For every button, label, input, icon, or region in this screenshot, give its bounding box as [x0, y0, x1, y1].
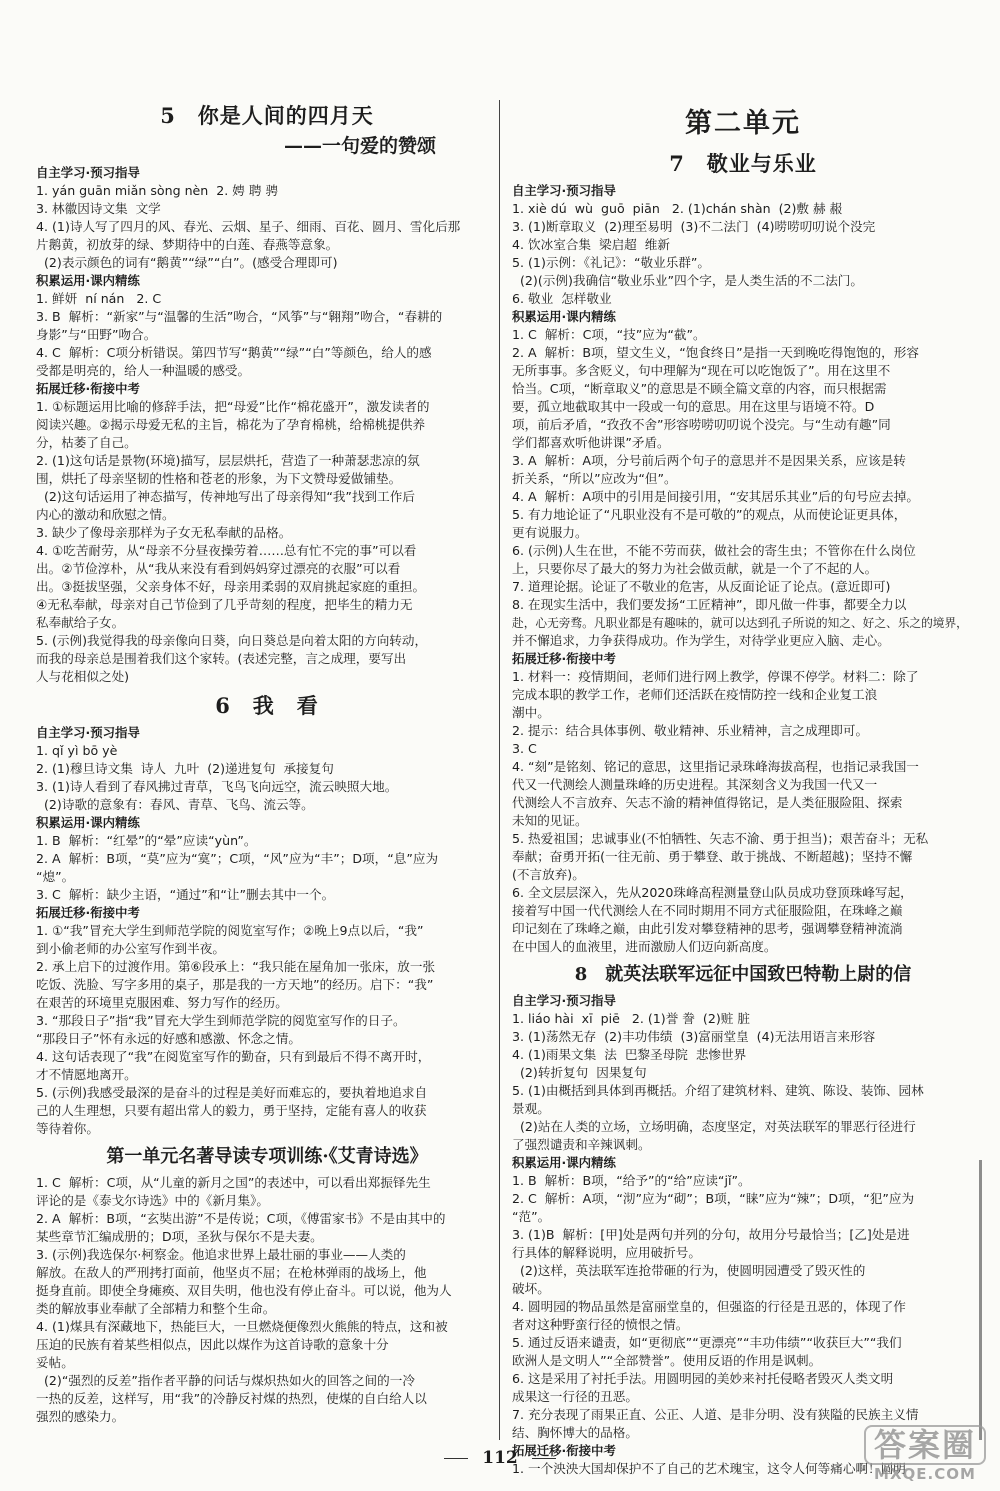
answer-line: 要，孤立地截取其中一段或一句的意思。用在这里与语境不符。D [512, 399, 875, 414]
answer-line: 2. 提示：结合具体事例、敬业精神、乐业精神，言之成理即可。 [512, 723, 869, 738]
answer-line: 2. 承上启下的过渡作用。第⑥段承上：“我只能在屋角加一张床，放一张 [36, 959, 436, 974]
answer-line: “熄”。 [36, 869, 75, 884]
answer-line: 学们都喜欢听他讲课”矛盾。 [512, 435, 670, 450]
answer-line: 4. “刻”是铭刻、铭记的意思，这里指记录珠峰海拔高程，也指记录我国一 [512, 759, 919, 774]
answer-line: 5. (示例)我觉得我的母亲像向日葵，向日葵总是向着太阳的方向转动， [36, 633, 428, 648]
answer-line: 压迫的民族有着某些相似点，因此以煤作为这首诗歌的意象十分 [36, 1337, 389, 1352]
answer-line: 4. 圆明园的物品虽然是富丽堂皇的，但强盗的行径是丑恶的，体现了作 [512, 1299, 906, 1314]
answer-line: 6. 全文层层深入，先从2020珠峰高程测量登山队员成功登顶珠峰写起， [512, 885, 913, 900]
answer-line: ④无私奉献，母亲对自己节俭到了几乎苛刻的程度，把毕生的精力无 [36, 597, 413, 612]
answer-line: (2)诗歌的意象有：春风、青草、飞鸟、流云等。 [36, 797, 314, 812]
answer-line: 3. B 解析：“新家”与“温馨的生活”吻合，“风筝”与“翱翔”吻合，“春耕的 [36, 309, 443, 324]
answer-line: 1. B 解析：“红晕”的“晕”应读“yùn”。 [36, 833, 257, 848]
answer-line: 1. 鲜妍 ní nán 2. C [36, 291, 162, 306]
answer-line: 完成本职的教学工作，老师们还活跃在疫情防控一线和企业复工浪 [512, 687, 878, 702]
answer-line: 受都是明亮的，给人一种温暖的感受。 [36, 363, 251, 378]
answer-line: 5. (1)由概括到具体到再概括。介绍了建筑材料、建筑、陈设、装饰、园林 [512, 1083, 924, 1098]
answer-line: (2)站在人类的立场，立场明确，态度坚定，对英法联军的罪恶行径进行 [512, 1119, 916, 1134]
answer-line: 在艰苦的环境里克服困难、努力写作的经历。 [36, 995, 288, 1010]
answer-line: 片鹅黄，初放芽的绿、梦期待中的白莲、春燕等意象。 [36, 237, 339, 252]
answer-line: 无所事事。多含贬义，句中理解为“现在可以吃饱饭了”。用在这里不 [512, 363, 891, 378]
section-title: 6 我 看 [215, 693, 319, 718]
answer-line: 吃饭、洗脸、写字多用的桌子，那是我的一方天地”的经历。启下：“我” [36, 977, 434, 992]
answer-line: 2. A 解析：B项，望文生义，“饱食终日”是指一天到晚吃得饱饱的，形容 [512, 345, 919, 360]
answer-line: 才不情愿地离开。 [36, 1067, 137, 1082]
answer-line: 而我的母亲总是围着我们这个家转。(表述完整，言之成理，要写出 [36, 651, 407, 666]
answer-line: “那段日子”怀有永远的好感和感激、怀念之情。 [36, 1031, 301, 1046]
subsection-header: 自主学习·预习指导 [512, 993, 616, 1008]
answer-line: 人与花相似之处) [36, 669, 130, 684]
subsection-header: 拓展迁移·衔接中考 [36, 381, 140, 396]
answer-line: 等待着你。 [36, 1121, 99, 1136]
answer-line: “范”。 [512, 1209, 551, 1224]
answer-line: 5. 有力地论证了“凡职业没有不是可敬的”的观点，从而使论证更具体， [512, 507, 907, 522]
answer-line: 成果这一行径的丑恶。 [512, 1389, 638, 1404]
subsection-header: 积累运用·课内精练 [512, 309, 616, 324]
answer-line: 挺身直前。即使全身瘫痪、双目失明，他也没有停止奋斗。可以说，他为人 [36, 1283, 452, 1298]
answer-line: 了强烈谴责和辛辣讽刺。 [512, 1137, 651, 1152]
answer-line: 3. C 解析：缺少主语，“通过”和“让”删去其中一个。 [36, 887, 335, 902]
answer-line: 代又一代测绘人测量珠峰的历史进程。其深刻含义为我国一代又一 [512, 777, 878, 792]
answer-line: 结、胸怀博大的品格。 [512, 1425, 638, 1440]
page-footer [0, 1448, 1000, 1468]
answer-line: (2)(示例)我确信“敬业乐业”四个字，是人类生活的不二法门。 [512, 273, 863, 288]
watermark-main: 答案圈 [864, 1425, 986, 1465]
answer-line: 内心的激动和欣慰之情。 [36, 507, 175, 522]
section-title: 7 敬业与乐业 [669, 151, 817, 176]
answer-line: 代测绘人不言放弃、矢志不渝的精神值得铭记，是人类征服险阻、探索 [512, 795, 903, 810]
answer-line: 者对这种野蛮行径的愤恨之情。 [512, 1317, 689, 1332]
answer-line: 1. C 解析：C项，“技”应为“截”。 [512, 327, 706, 342]
subsection-header: 积累运用·课内精练 [36, 273, 140, 288]
answer-line: 1. 材料一：疫情期间，老师们进行网上教学，停课不停学。材料二：除了 [512, 669, 919, 684]
subsection-header: 积累运用·课内精练 [512, 1155, 616, 1170]
answer-line: 3. (1)荡然无存 (2)丰功伟绩 (3)富丽堂皇 (4)无法用语言来形容 [512, 1029, 876, 1044]
answer-line: 评论的是《泰戈尔诗选》中的《新月集》。 [36, 1193, 269, 1208]
section-subtitle: ——一句爱的赞颂 [283, 135, 436, 157]
answer-line: 破坏。 [512, 1281, 550, 1296]
subsection-header: 自主学习·预习指导 [36, 165, 140, 180]
scan-edge [979, 1160, 982, 1440]
subsection-header: 拓展迁移·衔接中考 [36, 905, 140, 920]
answer-line: 阅读兴趣。②揭示母爱无私的主旨，棉花为了孕育棉桃，给棉桃提供养 [36, 417, 426, 432]
subsection-header: 自主学习·预习指导 [36, 725, 140, 740]
answer-line: 6. 敬业 怎样敬业 [512, 291, 612, 306]
answer-line: 私奉献给子女。 [36, 615, 125, 630]
answer-line: 2. A 解析：B项，“莫”应为“寞”；C项，“风”应为“丰”；D项，“息”应为 [36, 851, 439, 866]
subsection-header: 拓展迁移·衔接中考 [512, 651, 616, 666]
answer-line: 4. 饮冰室合集 梁启超 维新 [512, 237, 670, 252]
answer-line: 4. (1)雨果文集 法 巴黎圣母院 悲惨世界 [512, 1047, 747, 1062]
answer-line: (2)转折复句 因果复句 [512, 1065, 647, 1080]
answer-line: 4. ①吃苦耐劳，从“母亲不分昼夜操劳着……总有忙不完的事”可以看 [36, 543, 417, 558]
answer-line: 3. (示例)我选保尔·柯察金。他追求世界上最壮丽的事业——人类的 [36, 1247, 406, 1262]
answer-line: 更有说服力。 [512, 525, 588, 540]
answer-line: 未知的见证。 [512, 813, 588, 828]
answer-line: 景观。 [512, 1101, 550, 1116]
answer-line: 6. 这是采用了衬托手法。用圆明园的美妙来衬托侵略者毁灭人类文明 [512, 1371, 894, 1386]
answer-line: 强烈的感染力。 [36, 1409, 125, 1424]
answer-line: 7. 道理论据。论证了不敬业的危害，从反面论证了论点。(意近即可) [512, 579, 891, 594]
answer-line: 1. yán guān miǎn sòng nèn 2. 娉 聘 骋 [36, 183, 279, 198]
answer-line: 折关系，“所以”应改为“但”。 [512, 471, 677, 486]
unit-title: 第二单元 [685, 108, 801, 139]
section-title: 第一单元名著导读专项训练·《艾青诗选》 [106, 1146, 428, 1167]
answer-line: 1. xiè dú wù guō piān 2. (1)chán shàn (2)敷 赫 赧 [512, 201, 843, 216]
answer-line: 3. C [512, 741, 537, 756]
answer-line: 并不懈追求，力争获得成功。作为学生，对待学业更应入脑、走心。 [512, 633, 890, 648]
answer-line: 恰当。C项，“断章取义”的意思是不顾全篇文章的内容，而只根据需 [512, 381, 887, 396]
answer-line: 3. A 解析：A项，分号前后两个句子的意思并不是因果关系，应该是转 [512, 453, 906, 468]
answer-line: 到小偷老师的办公室写作到半夜。 [36, 941, 225, 956]
answer-line: 身影”与“田野”吻合。 [36, 327, 157, 342]
answer-line: 4. C 解析：C项分析错误。第四节写“鹅黄”“绿”“白”等颜色，给人的感 [36, 345, 432, 360]
answer-line: 1. C 解析：C项，从“儿童的新月之国”的表述中，可以看出郑振铎先生 [36, 1175, 431, 1190]
answer-line: 4. 这句话表现了“我”在阅览室写作的勤奋，只有到最后不得不离开时， [36, 1049, 431, 1064]
answer-line: 解放。在敌人的严刑拷打面前，他坚贞不屈；在枪林弹雨的战场上，他 [36, 1265, 427, 1280]
answer-line: 8. 在现实生活中，我们要发扬“工匠精神”，即凡做一件事，都要全力以 [512, 597, 907, 612]
answer-line: 3. (1)断章取义 (2)理至易明 (3)不二法门 (4)唠唠叨叨说个没完 [512, 219, 876, 234]
answer-line: (不言放弃)。 [512, 867, 585, 882]
answer-line: 印记刻在了珠峰之巅，由此引发对攀登精神的思考，强调攀登精神流淌 [512, 921, 903, 936]
answer-line: 1. ①标题运用比喻的修辞手法，把“母爱”比作“棉花盛开”，激发读者的 [36, 399, 430, 414]
answer-line: 3. 林徽因诗文集 文学 [36, 201, 161, 216]
answer-line: 在中国人的血液里，进而激励人们迈向新高度。 [512, 939, 777, 954]
answer-line: 2. (1)穆旦诗文集 诗人 九叶 (2)递进复句 承接复句 [36, 761, 334, 776]
answer-line: 1. B 解析：B项，“给予”的“给”应读“jǐ”。 [512, 1173, 751, 1188]
subsection-header: 拓展迁移·衔接中考 [512, 1443, 616, 1458]
answer-line: 1. ①“我”冒充大学生到师范学院的阅览室写作；②晚上9点以后，“我” [36, 923, 424, 938]
column-divider [499, 100, 500, 1440]
answer-line: 5. 热爱祖国；忠诚事业(不怕牺牲、矢志不渝、勇于担当)；艰苦奋斗；无私 [512, 831, 929, 846]
answer-line: 3. 缺少了像母亲那样为子女无私奉献的品格。 [36, 525, 292, 540]
answer-line: (2)“强烈的反差”指作者平静的问话与煤炽热如火的回答之间的一冷 [36, 1373, 415, 1388]
answer-line: 1. 一个泱泱大国却保护不了自己的艺术瑰宝，这令人何等痛心啊！圆明 [512, 1461, 906, 1476]
answer-line: 奉献；奋勇开拓(一往无前、勇于攀登、敢于挑战、不断超越)；坚持不懈 [512, 849, 913, 864]
answer-line: 围，烘托了母亲坚韧的性格和苍老的形象，为下文赞母爱做铺垫。 [36, 471, 402, 486]
answer-line: 妥帖。 [36, 1355, 74, 1370]
answer-line: 5. (1)示例：《礼记》：“敬业乐群”。 [512, 255, 711, 270]
answer-line: (2)表示颜色的词有“鹅黄”“绿”“白”。(感受合理即可) [36, 255, 338, 270]
answer-line: 2. A 解析：B项，“玄奘出游”不是传说；C项，《傅雷家书》不是由其中的 [36, 1211, 446, 1226]
answer-line: 赴，心无旁骛。凡职业都是有趣味的，就可以达到孔子所说的知之、好之、乐之的境界， [512, 616, 968, 630]
footer-dash-left [444, 1458, 468, 1459]
answer-line: 潮中。 [512, 705, 550, 720]
answer-line: 7. 充分表现了雨果正直、公正、人道、是非分明、没有狭隘的民族主义情 [512, 1407, 919, 1422]
answer-line: 6. (示例)人生在世，不能不劳而获，做社会的寄生虫；不管你在什么岗位 [512, 543, 916, 558]
subsection-header: 积累运用·课内精练 [36, 815, 140, 830]
answer-line: (2)这句话运用了神态描写，传神地写出了母亲得知“我”找到工作后 [36, 489, 415, 504]
answer-line: 1. qǐ yì bō yè [36, 743, 118, 758]
answer-line: 一热的反差，这样写，用“我”的冷静反衬煤的热烈，使煤的自白给人以 [36, 1391, 427, 1406]
answer-line: 接着写中国一代代测绘人在不同时期用不同方式征服险阻，在珠峰之巅 [512, 903, 903, 918]
answer-line: 5. (示例)我感受最深的是奋斗的过程是美好而难忘的，要执着地追求自 [36, 1085, 428, 1100]
answer-line: 项，前后矛盾，“孜孜不舍”形容唠唠叨叨说个没完。与“生动有趣”同 [512, 417, 891, 432]
answer-line: 1. liáo hài xī piē 2. (1)誉 誊 (2)赃 脏 [512, 1011, 750, 1026]
answer-line: 4. (1)煤具有深藏地下，热能巨大，一旦燃烧便像烈火熊熊的特点，这和被 [36, 1319, 448, 1334]
answer-line: 3. “那段日子”指“我”冒充大学生到师范学院的阅览室写作的日子。 [36, 1013, 406, 1028]
watermark-url: MXQE.COM [874, 1465, 976, 1483]
answer-line: 上，只要你尽了最大的努力为社会做贡献，就是一个了不起的人。 [512, 561, 878, 576]
answer-line: 4. (1)诗人写了四月的风、春光、云烟、星子、细雨、百花、圆月、雪化后那 [36, 219, 461, 234]
answer-line: 出。③挺拔坚强，父亲身体不好，母亲用柔弱的双肩挑起家庭的重担。 [36, 579, 426, 594]
answer-line: 3. (1)B 解析：[甲]处是两句并列的分句，故用分号最恰当；[乙]处是进 [512, 1227, 910, 1242]
answer-line: 4. A 解析：A项中的引用是间接引用，“安其居乐其业”后的句号应去掉。 [512, 489, 919, 504]
answer-line: 某些章节汇编成册的；D项，圣狄与保尔不是夫妻。 [36, 1229, 323, 1244]
answer-line: 出。②节俭淳朴，从“我从来没有看到妈妈穿过漂亮的衣服”可以看 [36, 561, 401, 576]
answer-line: 5. 通过反语来谴责，如“更彻底”“更漂亮”“丰功伟绩”“收获巨大”“我们 [512, 1335, 902, 1350]
answer-line: (2)这样，英法联军连抢带砸的行为，使圆明园遭受了毁灭性的 [512, 1263, 866, 1278]
answer-line: 2. C 解析：A项，“沏”应为“砌”；B项，“睐”应为“辣”；D项，“犯”应为 [512, 1191, 915, 1206]
page-number: 112 [482, 1448, 518, 1468]
answer-line: 2. (1)这句话是景物(环境)描写，层层烘托，营造了一种萧瑟悲凉的氛 [36, 453, 420, 468]
answer-line: 类的解放事业奉献了全部精力和整个生命。 [36, 1301, 276, 1316]
answer-line: 3. (1)诗人看到了春风拂过青草，飞鸟飞向远空，流云映照大地。 [36, 779, 398, 794]
answer-line: 欧洲人是文明人”“全部赞誉”。使用反语的作用是讽刺。 [512, 1353, 822, 1368]
section-title: 8 就英法联军远征中国致巴特勒上尉的信 [574, 964, 912, 985]
watermark-logo [864, 1425, 986, 1483]
left-column [36, 96, 498, 1436]
subsection-header: 自主学习·预习指导 [512, 183, 616, 198]
footer-dash-right [532, 1458, 556, 1459]
answer-line: 分，枯萎了自己。 [36, 435, 137, 450]
section-title: 5 你是人间的四月天 [160, 103, 374, 128]
answer-line: 己的人生理想，只要有超出常人的毅力，勇于坚持，定能有喜人的收获 [36, 1103, 427, 1118]
answer-line: 行具体的解释说明，应用破折号。 [512, 1245, 701, 1260]
